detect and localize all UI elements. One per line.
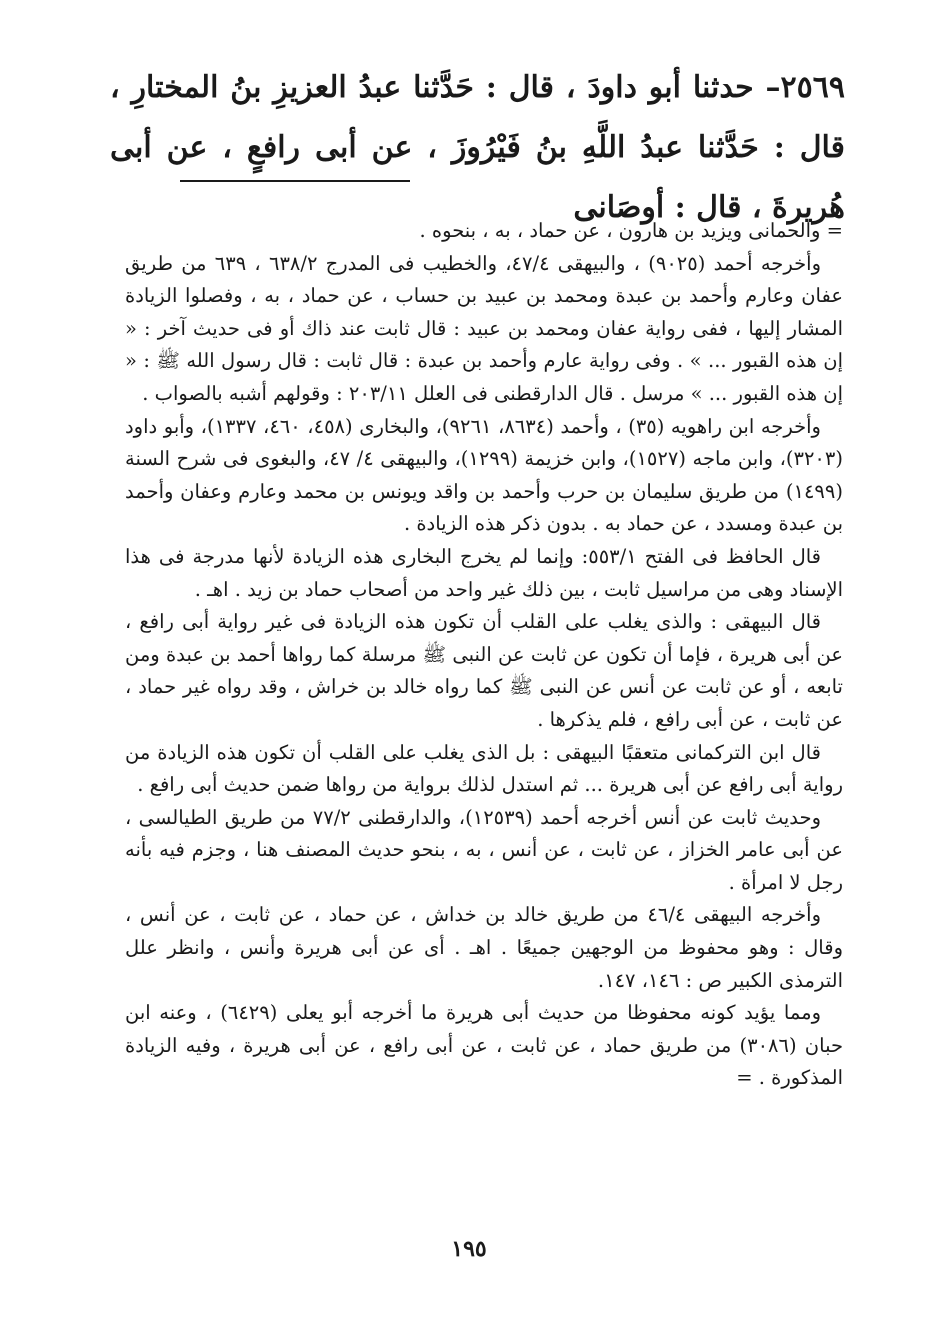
footnote-paragraph: ومما يؤيد كونه محفوظا من حديث أبى هريرة ما أخرجه أبو يعلى (٦٤٢٩) ، وعنه ابن حبان (٣٠٨٦) من طريق حماد ، عن ثابت ، عن أبى رافع ، عن أبى هريرة ، وفيه الزيادة المذكورة . = bbox=[125, 1001, 844, 1090]
hadith-body: حدثنا أبو داودَ ، قال : حَدَّثنا عبدُ العزيزِ بنُ المختارِ ، قال : حَدَّثنا عبدُ اللَّهِ بنُ فَيْرُوزَ ، عن أبى رافعٍ ، عن أبى هُريرةَ ، قال : أوصَانى bbox=[110, 70, 845, 225]
hadith-text bbox=[110, 58, 845, 238]
footnotes bbox=[125, 215, 843, 1095]
hadith-number: ٢٥٦٩– bbox=[765, 70, 845, 105]
page-number: ١٩٥ bbox=[451, 1236, 487, 1262]
footnote-paragraph: وأخرجه أحمد (٩٠٢٥) ، والبيهقى ٤٧/٤، والخطيب فى المدرج ٦٣٨/٢ ، ٦٣٩ من طريق عفان وعارم وأحمد بن عبدة ومحمد بن عبيد بن حساب ، عن حماد ، به ، وفصلوا الزيادة المشار إليها ، ففى رواية عفان ومحمد بن عبيد : قال ثابت عند ذاك أو فى حديث آخر : « إن هذه القبور ... » . وفى رواية عارم وأحمد بن عبدة : قال ثابت : قال رسول الله ﷺ : « إن هذه القبور ... » مرسل . قال الدارقطنى فى العلل ٢٠٣/١١ : وقولهم أشبه بالصواب . bbox=[125, 251, 843, 405]
footnote-paragraph: وحديث ثابت عن أنس أخرجه أحمد (١٢٥٣٩)، والدارقطنى ٧٧/٢ من طريق الطيالسى ، عن أبى عامر الخزاز ، عن ثابت ، عن أنس ، به ، بنحو حديث المصنف هنا ، وجزم فيه بأنه رجل لا امرأة . bbox=[125, 805, 843, 894]
footnote-paragraph: = والحمانى ويزيد بن هارون ، عن حماد ، به ، بنحوه . bbox=[419, 219, 843, 242]
footnote-paragraph: قال البيهقى : والذى يغلب على القلب أن تكون هذه الزيادة فى غير رواية أبى رافع ، عن أبى هريرة ، فإما أن تكون عن ثابت عن النبى ﷺ مرسلة كما رواها أحمد بن عبدة ومن تابعه ، أو عن ثابت عن أنس عن النبى ﷺ كما رواه خالد بن خراش ، وقد رواه غير حماد ، عن ثابت ، عن أبى رافع ، فلم يذكرها . bbox=[125, 610, 843, 731]
footnote-paragraph: قال الحافظ فى الفتح ٥٥٣/١: وإنما لم يخرج البخارى هذه الزيادة لأنها مدرجة فى هذا الإسناد وهى من مراسيل ثابت ، بين ذلك غير واحد من أصحاب حماد بن زيد . اهـ . bbox=[125, 544, 843, 601]
footnote-paragraph: قال ابن التركمانى متعقبًا البيهقى : بل الذى يغلب على القلب أن تكون هذه الزيادة من رواية أبى رافع عن أبى هريرة ... ثم استدل لذلك برواية من رواها ضمن حديث أبى رافع . bbox=[125, 740, 843, 797]
footnote-paragraph: وأخرجه البيهقى ٤٦/٤ من طريق خالد بن خداش ، عن حماد ، عن ثابت ، عن أنس ، وقال : وهو محفوظ من الوجهين جميعًا . اهـ . أى عن أبى هريرة وأنس ، وانظر علل الترمذى الكبير ص : ١٤٦، ١٤٧. bbox=[125, 903, 843, 992]
footnote-paragraph: وأخرجه ابن راهويه (٣٥) ، وأحمد (٨٦٣٤، ٩٢٦١)، والبخارى (٤٥٨، ٤٦٠، ١٣٣٧)، وأبو داود (٣٢٠٣)، وابن ماجه (١٥٢٧)، وابن خزيمة (١٢٩٩)، والبيهقى ٤/ ٤٧، والبغوى فى شرح السنة (١٤٩٩) من طريق سليمان بن حرب وأحمد بن واقد ويونس بن محمد وعارم وعفان وأحمد بن عبدة ومسدد ، عن حماد به . بدون ذكر هذه الزيادة . bbox=[125, 414, 843, 536]
footnote-separator bbox=[180, 180, 410, 182]
